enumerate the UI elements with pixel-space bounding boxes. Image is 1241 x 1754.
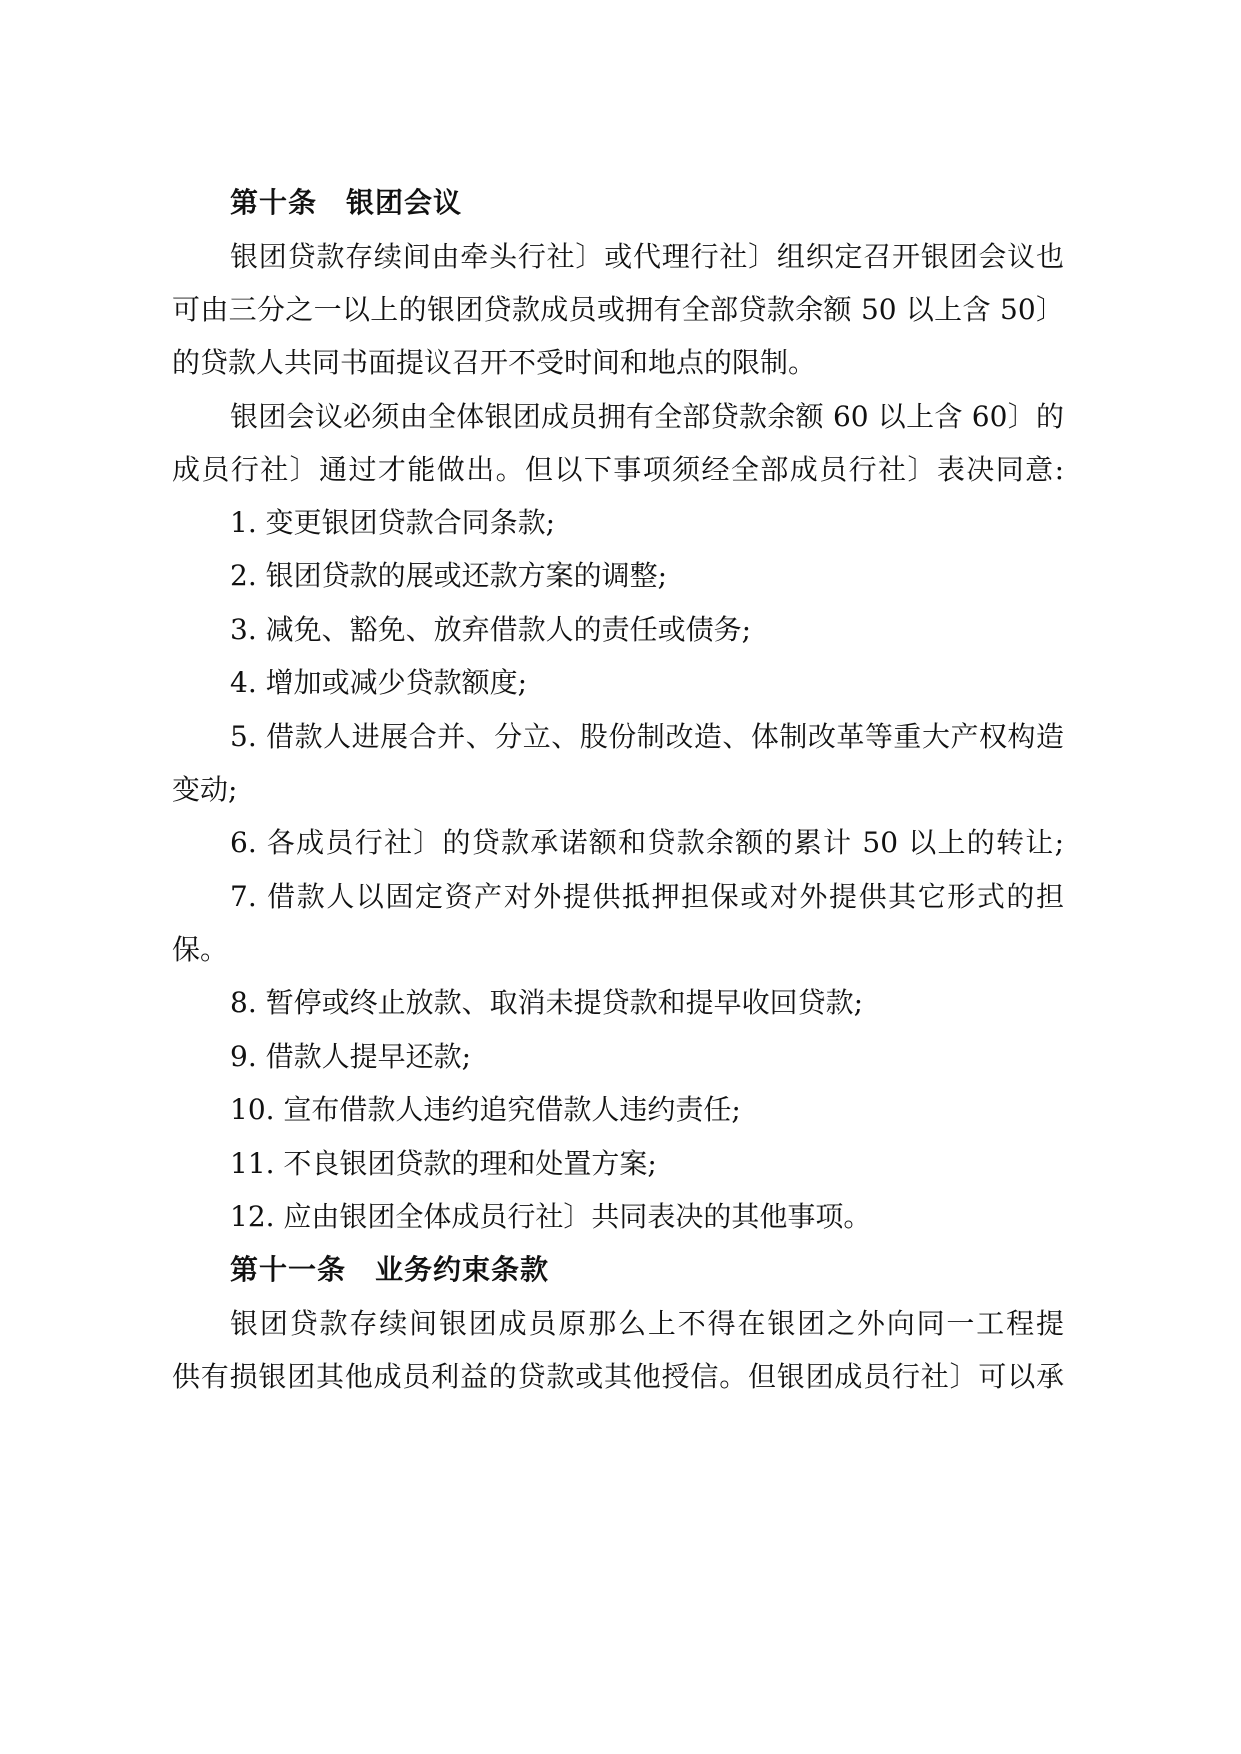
paragraph-line: 成员行社〕通过才能做出。但以下事项须经全部成员行社〕表决同意:	[172, 453, 1064, 486]
paragraph-line: 可由三分之一以上的银团贷款成员或拥有全部贷款余额 50 以上含 50〕	[172, 293, 1064, 326]
list-item: 9. 借款人提早还款;	[230, 1040, 472, 1073]
list-item: 4. 增加或减少贷款额度;	[230, 666, 528, 699]
list-item: 7. 借款人以固定资产对外提供抵押担保或对外提供其它形式的担	[230, 880, 1064, 913]
list-item: 2. 银团贷款的展或还款方案的调整;	[230, 559, 668, 592]
list-item-continuation: 变动;	[172, 773, 238, 806]
list-item: 3. 减免、豁免、放弃借款人的责任或债务;	[230, 613, 752, 646]
paragraph-line: 银团贷款存续间银团成员原那么上不得在银团之外向同一工程提	[230, 1307, 1064, 1340]
list-item: 1. 变更银团贷款合同条款;	[230, 506, 556, 539]
section-heading-10: 第十条 银团会议	[230, 186, 463, 219]
paragraph-line: 的贷款人共同书面提议召开不受时间和地点的限制。	[172, 346, 817, 379]
list-item: 11. 不良银团贷款的理和处置方案;	[230, 1147, 657, 1180]
list-item: 6. 各成员行社〕的贷款承诺额和贷款余额的累计 50 以上的转让;	[230, 826, 1064, 859]
list-item: 12. 应由银团全体成员行社〕共同表决的其他事项。	[230, 1200, 872, 1233]
list-item: 10. 宣布借款人违约追究借款人违约责任;	[230, 1093, 741, 1126]
list-item-continuation: 保。	[172, 933, 229, 966]
list-item: 5. 借款人进展合并、分立、股份制改造、体制改革等重大产权构造	[230, 720, 1064, 753]
section-heading-11: 第十一条 业务约束条款	[230, 1253, 550, 1286]
list-item: 8. 暂停或终止放款、取消未提贷款和提早收回贷款;	[230, 986, 864, 1019]
paragraph-line: 银团会议必须由全体银团成员拥有全部贷款余额 60 以上含 60〕的	[230, 400, 1064, 433]
paragraph-line: 银团贷款存续间由牵头行社〕或代理行社〕组织定召开银团会议也	[230, 240, 1064, 273]
paragraph-line: 供有损银团其他成员利益的贷款或其他授信。但银团成员行社〕可以承	[172, 1360, 1064, 1393]
